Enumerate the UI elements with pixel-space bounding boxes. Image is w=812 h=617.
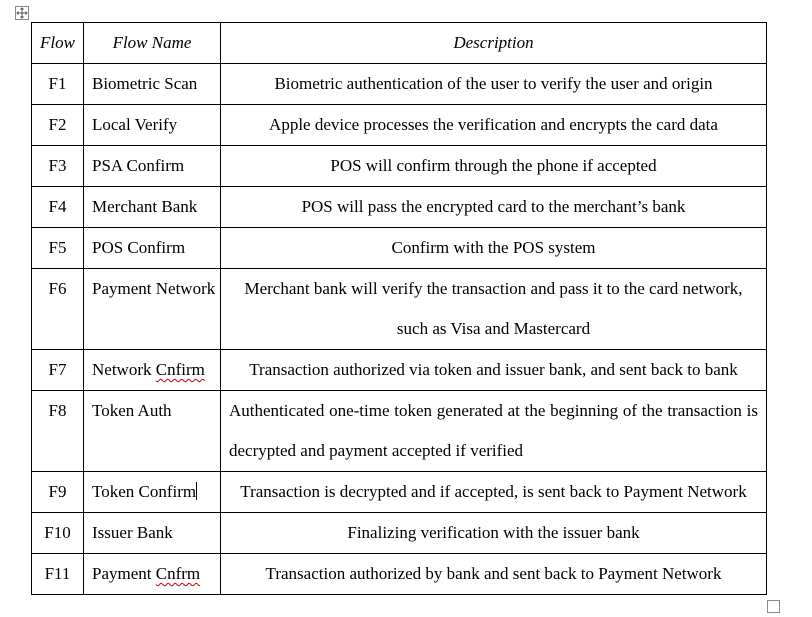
misspelled-word[interactable]: Cnfrm bbox=[155, 564, 201, 583]
flow-name-cell[interactable]: Biometric Scan bbox=[84, 64, 221, 105]
flow-table bbox=[31, 22, 767, 595]
flow-name-cell[interactable] bbox=[84, 472, 221, 513]
header-flow-name[interactable]: Flow Name bbox=[84, 23, 221, 64]
table-resize-handle[interactable] bbox=[767, 600, 780, 613]
description-cell[interactable]: Authenticated one-time token generated at the beginning of the transaction is decrypted and payment accepted if verified bbox=[221, 391, 767, 472]
header-description[interactable]: Description bbox=[221, 23, 767, 64]
flow-id-cell[interactable]: F5 bbox=[32, 228, 84, 269]
flow-name-cell[interactable] bbox=[84, 350, 221, 391]
flow-id-cell[interactable]: F9 bbox=[32, 472, 84, 513]
table-row bbox=[32, 228, 767, 269]
description-cell[interactable]: Biometric authentication of the user to verify the user and origin bbox=[221, 64, 767, 105]
flow-name-cell[interactable]: Merchant Bank bbox=[84, 187, 221, 228]
description-cell[interactable]: POS will pass the encrypted card to the merchant’s bank bbox=[221, 187, 767, 228]
text-cursor bbox=[196, 482, 197, 500]
table-row bbox=[32, 472, 767, 513]
table-row bbox=[32, 513, 767, 554]
flow-id-cell[interactable]: F4 bbox=[32, 187, 84, 228]
table-row bbox=[32, 554, 767, 595]
description-cell[interactable]: POS will confirm through the phone if accepted bbox=[221, 146, 767, 187]
table-row bbox=[32, 105, 767, 146]
table-row bbox=[32, 391, 767, 472]
flow-id-cell[interactable]: F10 bbox=[32, 513, 84, 554]
description-cell[interactable]: Finalizing verification with the issuer bank bbox=[221, 513, 767, 554]
flow-name-cell[interactable]: Payment Network bbox=[84, 269, 221, 350]
description-cell[interactable]: Transaction authorized by bank and sent back to Payment Network bbox=[221, 554, 767, 595]
description-cell[interactable]: Transaction authorized via token and issuer bank, and sent back to bank bbox=[221, 350, 767, 391]
misspelled-word[interactable]: Cnfirm bbox=[155, 360, 205, 379]
flow-name-prefix: Network bbox=[92, 360, 156, 379]
flow-id-cell[interactable]: F6 bbox=[32, 269, 84, 350]
table-move-handle[interactable] bbox=[15, 6, 29, 20]
description-cell[interactable]: Confirm with the POS system bbox=[221, 228, 767, 269]
flow-id-cell[interactable]: F3 bbox=[32, 146, 84, 187]
flow-name-cell[interactable]: POS Confirm bbox=[84, 228, 221, 269]
flow-name-prefix: Payment bbox=[92, 564, 156, 583]
flow-name-cell[interactable] bbox=[84, 554, 221, 595]
flow-name-cell[interactable]: Issuer Bank bbox=[84, 513, 221, 554]
flow-id-cell[interactable]: F8 bbox=[32, 391, 84, 472]
flow-name-text: Token Confirm bbox=[92, 482, 197, 501]
flow-id-cell[interactable]: F11 bbox=[32, 554, 84, 595]
flow-name-cell[interactable]: PSA Confirm bbox=[84, 146, 221, 187]
description-cell[interactable]: Transaction is decrypted and if accepted, is sent back to Payment Network bbox=[221, 472, 767, 513]
header-flow[interactable]: Flow bbox=[32, 23, 84, 64]
header-row bbox=[32, 23, 767, 64]
move-arrows-icon bbox=[16, 7, 28, 19]
flow-id-cell[interactable]: F2 bbox=[32, 105, 84, 146]
flow-id-cell[interactable]: F7 bbox=[32, 350, 84, 391]
description-cell[interactable]: Apple device processes the verification and encrypts the card data bbox=[221, 105, 767, 146]
flow-name-cell[interactable]: Local Verify bbox=[84, 105, 221, 146]
table-row bbox=[32, 64, 767, 105]
table-row bbox=[32, 269, 767, 350]
flow-id-cell[interactable]: F1 bbox=[32, 64, 84, 105]
flow-name-cell[interactable]: Token Auth bbox=[84, 391, 221, 472]
table-row bbox=[32, 187, 767, 228]
table-row bbox=[32, 350, 767, 391]
table-row bbox=[32, 146, 767, 187]
description-cell[interactable]: Merchant bank will verify the transaction and pass it to the card network, such as Visa and Mastercard bbox=[221, 269, 767, 350]
